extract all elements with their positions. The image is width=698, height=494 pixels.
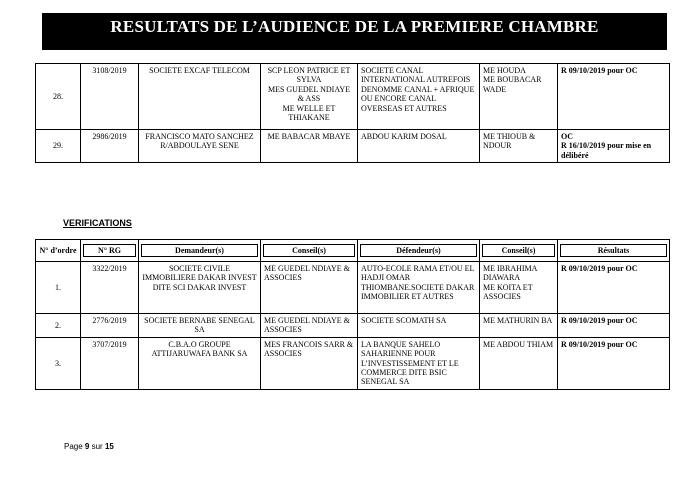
result-cell: OC R 16/10/2019 pour mise en délibéré [558,130,670,163]
header-results-label: Résultats [560,244,667,257]
header-order: N° d’ordre [36,240,81,262]
header-defendant [358,240,480,262]
row-number: 28. [36,64,81,130]
rg-number: 3108/2019 [81,64,139,130]
results-table [35,63,670,163]
header-defendant-label: Défendeur(s) [360,244,477,257]
row-number: 3. [36,337,81,389]
header-rg [81,240,139,262]
rg-number: 3322/2019 [81,262,139,314]
page-of-label: sur [91,442,103,451]
header-plaintiff [139,240,261,262]
defendant-cell: SOCIETE SCOMATH SA [358,314,480,338]
row-number: 2. [36,314,81,338]
result-cell: R 09/10/2019 pour OC [558,64,670,130]
plaintiff-counsel-cell: SCP LEON PATRICE ET SYLVA MES GUEDEL NDIAYE & ASS ME WELLE ET THIAKANE [261,64,358,130]
plaintiff-cell: FRANCISCO MATO SANCHEZ R/ABDOULAYE SENE [139,130,261,163]
header-counsel-2-label: Conseil(s) [482,244,555,257]
plaintiff-counsel-cell: ME GUEDEL NDIAYE & ASSOCIES [261,314,358,338]
result-cell: R 09/10/2019 pour OC [558,337,670,389]
defendant-cell: ABDOU KARIM DOSAL [358,130,480,163]
defendant-counsel-cell: ME IBRAHIMA DIAWARA ME KOITA ET ASSOCIES [480,262,558,314]
header-plaintiff-label: Demandeur(s) [141,244,258,257]
header-counsel-2 [480,240,558,262]
rg-number: 3707/2019 [81,337,139,389]
result-cell: R 09/10/2019 pour OC [558,314,670,338]
page-label: Page [64,442,83,451]
page-total: 15 [104,442,114,451]
row-number: 1. [36,262,81,314]
defendant-counsel-cell: ME HOUDA ME BOUBACAR WADE [480,64,558,130]
plaintiff-cell: C.B.A.O GROUPE ATTIJARUWAFA BANK SA [139,337,261,389]
section-title: VERIFICATIONS [63,218,132,228]
defendant-cell: LA BANQUE SAHELO SAHARIENNE POUR L’INVESTISSEMENT ET LE COMMERCE DITE BSIC SENEGAL SA [358,337,480,389]
header-counsel-1 [261,240,358,262]
header-rg-label: N° RG [83,244,136,257]
rg-number: 2776/2019 [81,314,139,338]
header-results [558,240,670,262]
page-number: 9 [84,442,90,451]
table-row [36,314,670,338]
table-row [36,262,670,314]
row-number: 29. [36,130,81,163]
defendant-counsel-cell: ME ABDOU THIAM [480,337,558,389]
result-cell: R 09/10/2019 pour OC [558,262,670,314]
plaintiff-cell: SOCIETE BERNABE SENEGAL SA [139,314,261,338]
plaintiff-cell: SOCIETE CIVILE IMMOBILIERE DAKAR INVEST DITE SCI DAKAR INVEST [139,262,261,314]
defendant-counsel-cell: ME THIOUB & NDOUR [480,130,558,163]
defendant-cell: AUTO-ECOLE RAMA ET/OU EL HADJI OMAR THIOMBANE.SOCIETE DAKAR IMMOBILIER ET AUTRES [358,262,480,314]
table-row [36,337,670,389]
plaintiff-cell: SOCIETE EXCAF TELECOM [139,64,261,130]
table-header-row [36,240,670,262]
defendant-cell: SOCIETE CANAL INTERNATIONAL AUTREFOIS DENOMME CANAL + AFRIQUE OU ENCORE CANAL OVERSEAS ET AUTRES [358,64,480,130]
page-title: RESULTATS DE L’AUDIENCE DE LA PREMIERE CHAMBRE [42,13,667,50]
defendant-counsel-cell: ME MATHURIN BA [480,314,558,338]
rg-number: 2986/2019 [81,130,139,163]
verifications-table [35,239,670,390]
plaintiff-counsel-cell: MES FRANCOIS SARR & ASSOCIES [261,337,358,389]
table-row [36,64,670,130]
plaintiff-counsel-cell: ME BABACAR MBAYE [261,130,358,163]
page-footer [64,442,114,451]
table-row [36,130,670,163]
header-counsel-1-label: Conseil(s) [263,244,355,257]
plaintiff-counsel-cell: ME GUEDEL NDIAYE & ASSOCIES [261,262,358,314]
